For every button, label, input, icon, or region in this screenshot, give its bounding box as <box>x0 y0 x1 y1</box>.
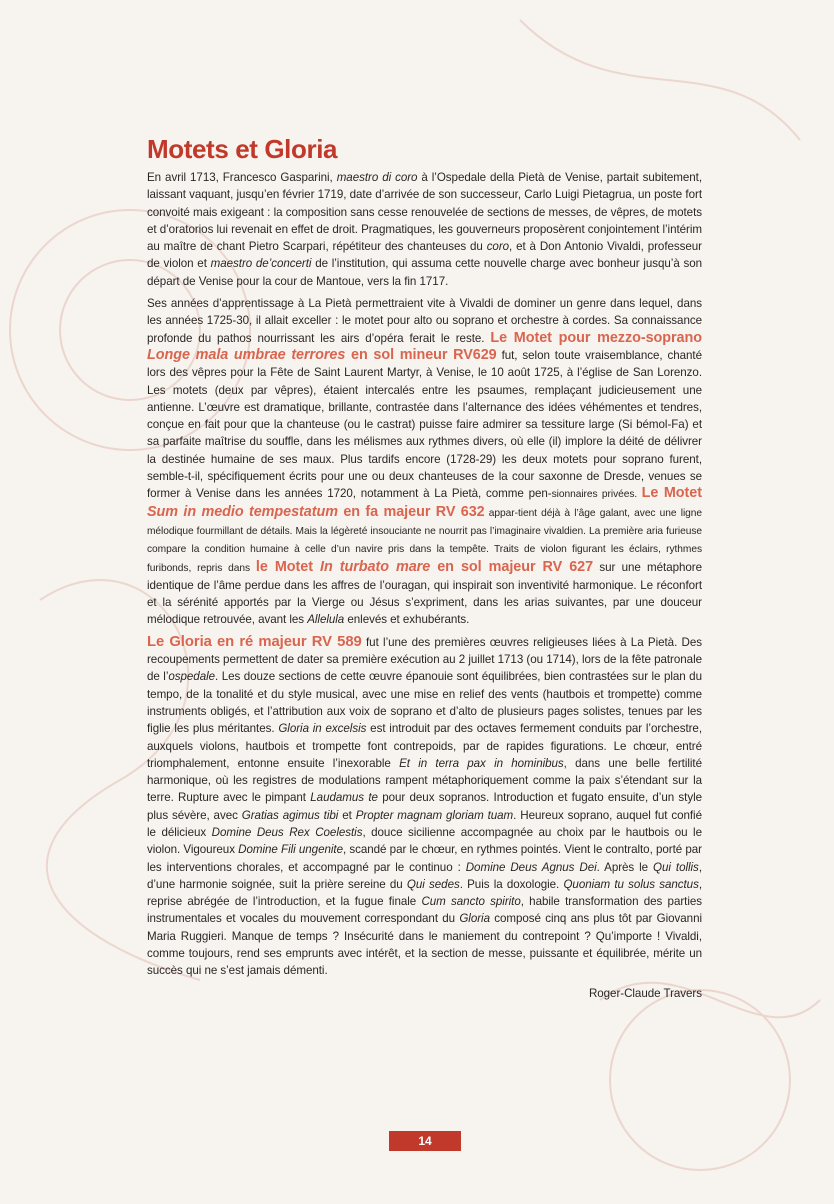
motet-rv632-heading: Le Motet Sum in medio tempestatum en fa majeur RV 632 <box>147 485 702 520</box>
paragraph-2: Ses années d’apprentissage à La Pietà permettraient vite à Vivaldi de dominer un genre dans lequel, dans les années 1725-30, il allait exceller : le motet pour alto ou soprano et orchestre à cordes. Sa connaissance profonde du pathos nourrissant les airs d’opéra ferait le reste. Le Motet pour mezzo-soprano Longe mala umbrae terrores en sol mineur RV629 fut, selon toute vraisemblance, chanté lors des vêpres pour la Fête de Saint Laurent Martyr, à Venise, le 10 août 1725, à l’église de San Lorenzo. Les motets (deux par vêpres), étaient intercalés entre les psaumes, remplaçant judicieusement une antienne. L’œuvre est dramatique, brillante, contrastée dans l’alternance des idées véhémentes et tendres, conçue en fait pour que la chanteuse (ou le castrat) puisse faire admirer sa tessiture large (Si bémol-Fa) et sa parfaite maîtrise du souffle, dans les mélismes aux rythmes divers, où elle (il) implore la déité de délivrer la destinée humaine de ses maux. Plus tardifs encore (1728-29) les deux motets pour soprano furent, semble-t-il, spécifiquement écrits pour une ou deux chanteuses de la cour saxonne de Dresde, venues se former à Venise dans les années 1720, notamment à La Pietà, comme pen-sionnaires privées. Le Motet Sum in medio tempestatum en fa majeur RV 632 appar-tient déjà à l’âge galant, avec une ligne mélodique fourmillant de détails. Mais la légèreté insouciante ne nourrit pas l’imaginaire vivaldien. La première aria furieuse compare la condition humaine à celle d’un navire pris dans la tempête. Traits de violon figurant les éclairs, rythmes furibonds, repris dans le Motet In turbato mare en sol majeur RV 627 sur une métaphore identique de l’âme perdue dans les affres de l’ouragan, qui inspirait son inventivité harmonique. Le réconfort et la sérénité apportés par la Vierge ou Jésus s’expriment, dans les arias suivantes, par une douceur mélodique retrouvée, avant les Allelula enlevés et exhubérants. <box>147 297 703 627</box>
motet-rv629-heading: Le Motet pour mezzo-soprano Longe mala umbrae terrores en sol mineur RV629 <box>147 329 702 363</box>
page-title: Motets et Gloria <box>147 134 338 164</box>
author-signature: Roger-Claude Travers <box>588 986 702 1000</box>
gloria-heading: Le Gloria en ré majeur RV 589 <box>147 633 362 650</box>
page-number: 14 <box>389 1131 461 1151</box>
paragraph-3: Le Gloria en ré majeur RV 589 fut l’une des premières œuvres religieuses liées à La Pietà. Des recoupements permettent de dater sa première exécution au 2 juillet 1713 (ou 1714), lors de la fête patronale de l’ospedale. Les douze sections de cette œuvre épanouie sont équilibrées, bien contrastées sur le plan du tempo, de la tonalité et du style musical, avec une mise en relief des vents (hautbois et trompette) comme instruments obligés, et l’attribution aux voix de soprano et d’alto de plusieurs pages solistes, tenues par les figlie les plus méritantes. Gloria in excelsis est introduit par des octaves fermement conduits par l’orchestre, auxquels violons, hautbois et trompette font contrepoids, par de rapides figurations. Le chœur, entré triomphalement, entonne ensuite l’inexorable Et in terra pax in hominibus, dans une belle fertilité harmonique, où les registres de modulations rampent métaphoriquement comme la paix s’étendant sur la terre. Rupture avec le pimpant Laudamus te pour deux sopranos. Introduction et fugato ensuite, d’un style plus sévère, avec Gratias agimus tibi et Propter magnam gloriam tuam. Heureux soprano, auquel fut confié le délicieux Domine Deus Rex Coelestis, douce sicilienne accompagnée au choix par le hautbois ou le violon. Vigoureux Domine Fili ungenite, scandé par le chœur, en rythmes pointés. Vient le contralto, porté par les interventions chorales, et accompagné par le continuo : Domine Deus Agnus Dei. Après le Qui tollis, d’une harmonie soignée, suit la prière sereine du Qui sedes. Puis la doxologie. Quoniam tu solus sanctus, reprise abrégée de l’introduction, et la fugue finale Cum sancto spirito, habile transformation des parties instrumentales et vocales du mouvement correspondant du Gloria composé cinq ans plus tôt par Giovanni Maria Ruggieri. Manque de temps ? Insécurité dans le maniement du contrepoint ? Qu’importe ! Vivaldi, comme toujours, rend ses emprunts avec intérêt, et la section de messe, puissante et équilibrée, mérite un succès qui ne s’est jamais démenti. <box>147 633 703 978</box>
motet-rv627-heading: le Motet In turbato mare en sol majeur RV 627 <box>255 558 594 575</box>
paragraph-1: En avril 1713, Francesco Gasparini, maestro di coro à l’Ospedale della Pietà de Venise, partait subitement, laissant vaquant, jusqu’en février 1719, date d’arrivée de son successeur, Carlo Luigi Pietagrua, un poste fort convoité mais exigeant : la composition sans cesse renouvelée de sections de messes, de vêpres, de motets et d’oratorios lui revenait en effet de droit. Pragmatiques, les gouverneurs proposèrent conjointement l’intérim au maître de chant Pietro Scarpari, répétiteur des chanteuses du coro, et à Don Antonio Vivaldi, professeur de violon et maestro de’concerti de l’institution, qui assuma cette nouvelle charge avec bonheur jusqu’à son départ de Venise pour la cour de Mantoue, vers la fin 1717. <box>147 171 703 288</box>
article <box>147 133 702 1002</box>
